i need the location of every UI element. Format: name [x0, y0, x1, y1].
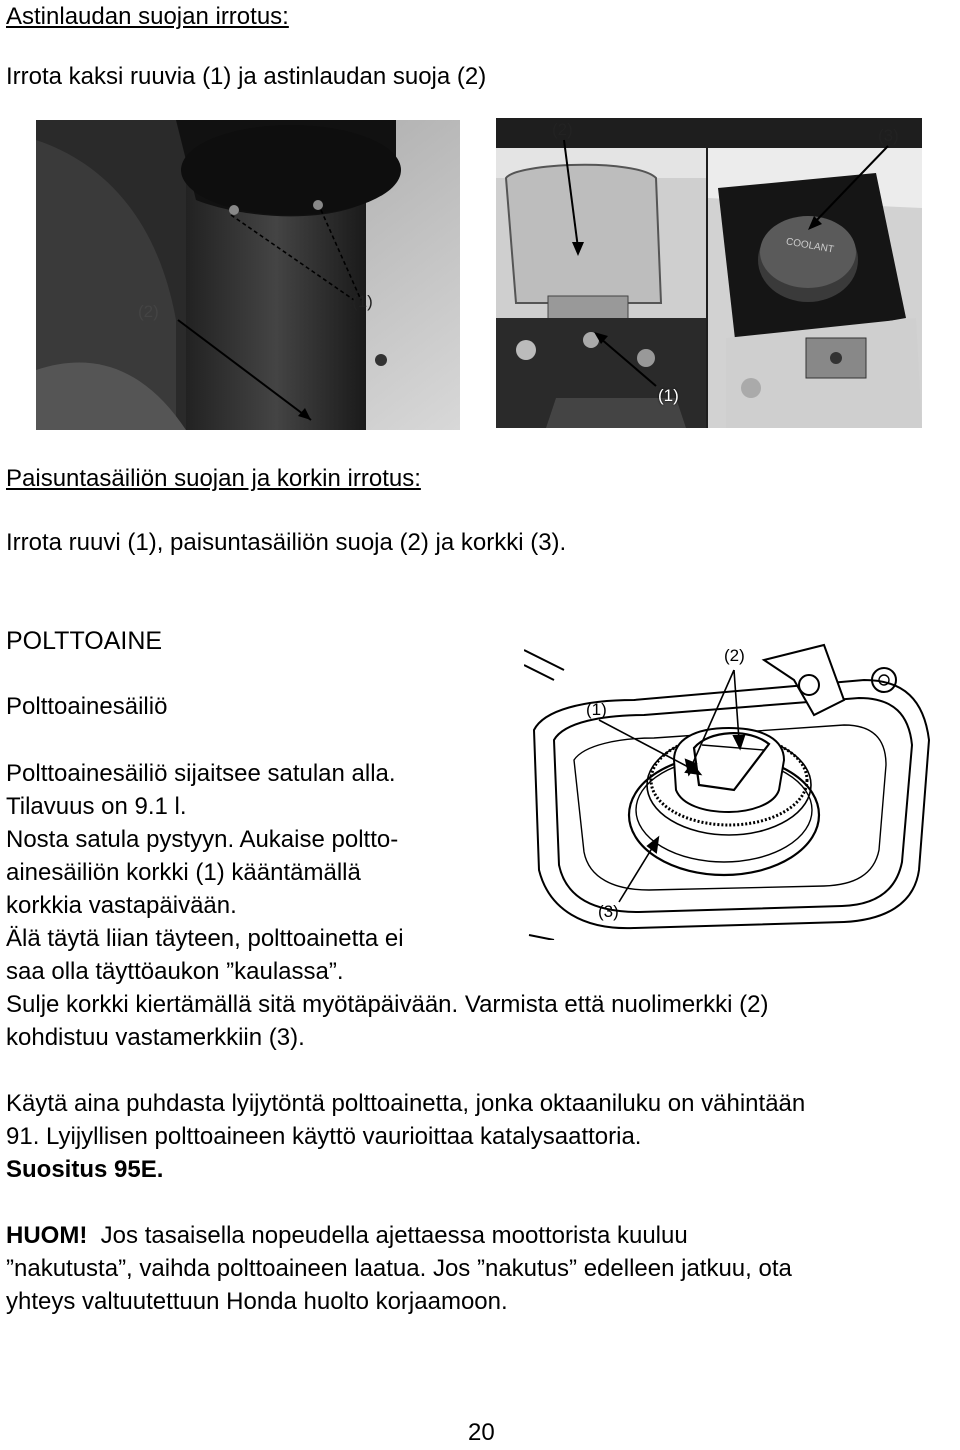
note-line-1	[6, 1219, 688, 1253]
fuel-line-5: korkkia vastapäivään.	[6, 892, 237, 919]
section2-heading: Paisuntasäiliön suojan ja korkin irrotus:	[6, 465, 421, 492]
fuel-line-6: Älä täytä liian täyteen, polttoainetta ei	[6, 925, 404, 952]
octane-line-1: Käytä aina puhdasta lyijytöntä polttoainetta, jonka oktaaniluku on vähintään	[6, 1090, 806, 1117]
fuel-title: POLTTOAINE	[6, 627, 163, 655]
note-line-3: yhteys valtuutettuun Honda huolto korjaamoon.	[6, 1288, 508, 1315]
photo2-label-3: (3)	[878, 126, 899, 145]
note-prefix: HUOM!	[6, 1222, 88, 1249]
fuel-line-3: Nosta satula pystyyn. Aukaise poltto-	[6, 826, 399, 853]
fuel-line-4: ainesäiliön korkki (1) kääntämällä	[6, 859, 361, 886]
note-line-2: ”nakutusta”, vaihda polttoaineen laatua. Jos ”nakutus” edelleen jatkuu, ota	[6, 1255, 792, 1282]
fuel-subtitle: Polttoainesäiliö	[6, 693, 168, 720]
footboard-photo	[36, 120, 460, 430]
diagram-label-2: (2)	[724, 646, 745, 665]
photo2-label-1: (1)	[658, 386, 679, 405]
section2-instruction: Irrota ruuvi (1), paisuntasäiliön suoja (2) ja korkki (3).	[6, 529, 567, 556]
diagram-label-3: (3)	[598, 902, 619, 921]
fuel-line-2: Tilavuus on 9.1 l.	[6, 793, 187, 820]
section1-heading: Astinlaudan suojan irrotus:	[6, 3, 289, 30]
fuel-line-1: Polttoainesäiliö sijaitsee satulan alla.	[6, 760, 396, 787]
page-number: 20	[468, 1419, 495, 1446]
expansion-tank-photo	[496, 118, 922, 428]
photo1-label-1: (1)	[352, 292, 373, 311]
fuel-line-9: kohdistuu vastamerkkiin (3).	[6, 1024, 305, 1051]
fuel-line-7: saa olla täyttöaukon ”kaulassa”.	[6, 958, 344, 985]
octane-recommendation: Suositus 95E.	[6, 1156, 164, 1183]
section1-instruction: Irrota kaksi ruuvia (1) ja astinlaudan suoja (2)	[6, 63, 487, 90]
fuel-cap-diagram	[524, 640, 944, 940]
photo2-label-2: (2)	[552, 120, 573, 139]
note-text-1: Jos tasaisella nopeudella ajettaessa moottorista kuuluu	[100, 1222, 688, 1249]
photo1-label-2: (2)	[138, 302, 159, 321]
fuel-line-8: Sulje korkki kiertämällä sitä myötäpäivään. Varmista että nuolimerkki (2)	[6, 991, 769, 1018]
coolant-cap-text: COOLANT	[785, 236, 835, 256]
octane-line-2: 91. Lyijyllisen polttoaineen käyttö vaurioittaa katalysaattoria.	[6, 1123, 642, 1150]
diagram-label-1: (1)	[586, 700, 607, 719]
